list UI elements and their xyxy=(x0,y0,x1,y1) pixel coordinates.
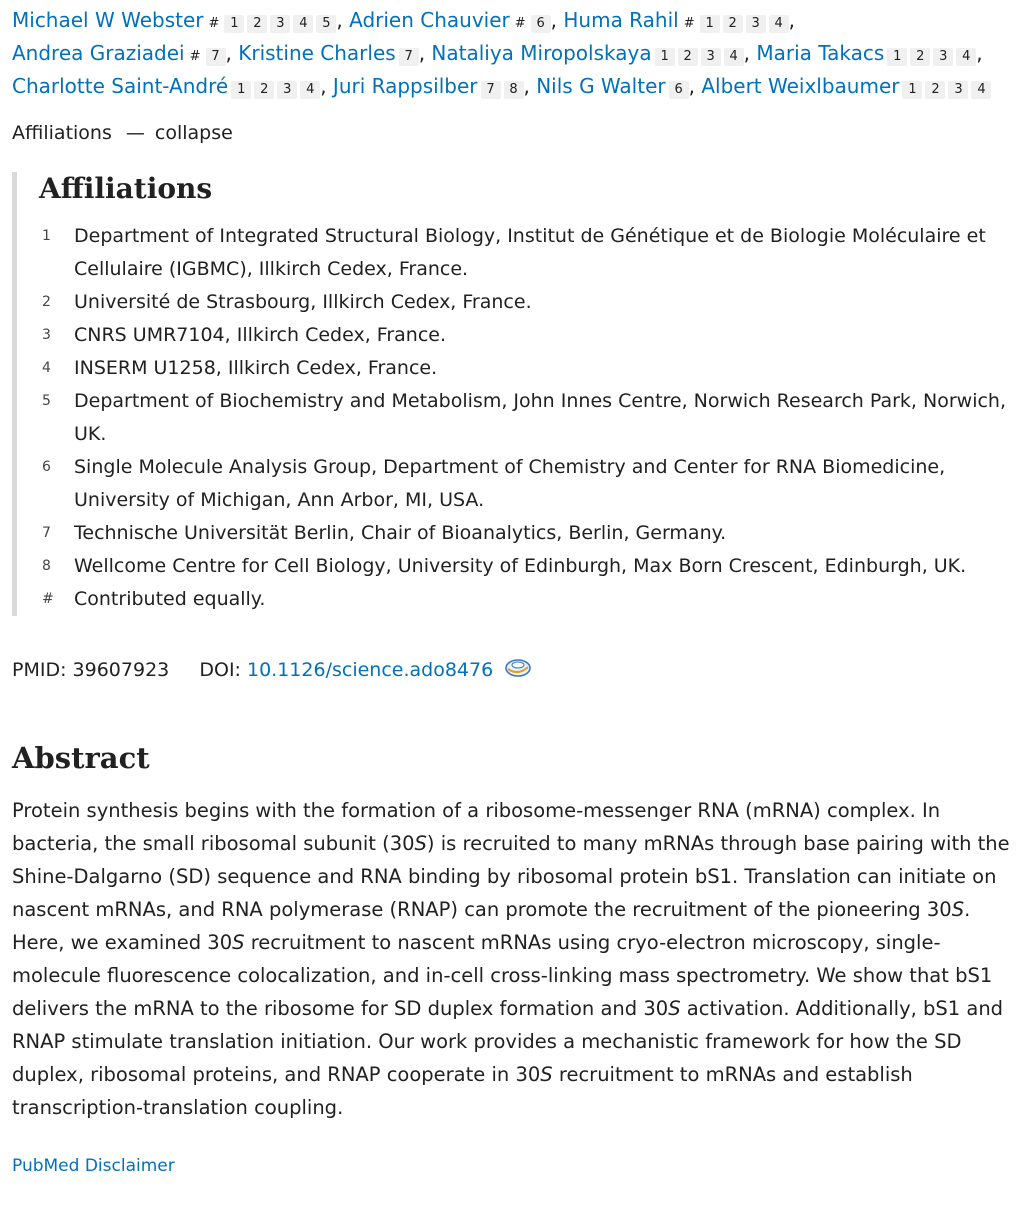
author-item xyxy=(756,41,976,65)
doi-link[interactable]: 10.1126/science.ado8476 xyxy=(247,659,494,681)
affiliation-ref[interactable]: 2 xyxy=(678,48,698,66)
author-name-link[interactable]: Maria Takacs xyxy=(756,41,885,65)
affiliation-ref[interactable]: 6 xyxy=(531,15,551,33)
affiliation-item xyxy=(39,517,1012,550)
affiliation-key: 8 xyxy=(42,558,51,574)
affiliation-text: Department of Integrated Structural Biology, Institut de Génétique et de Biologie Moléculaire et Cellulaire (IGBMC), Illkirch Cedex, France. xyxy=(74,225,986,280)
affiliation-ref[interactable]: 3 xyxy=(933,48,953,66)
identifiers xyxy=(12,656,1012,688)
affiliation-ref[interactable]: 1 xyxy=(224,15,244,33)
affiliation-text: Wellcome Centre for Cell Biology, University of Edinburgh, Max Born Crescent, Edinburgh, UK. xyxy=(74,555,967,577)
affiliation-ref[interactable]: 8 xyxy=(504,81,524,99)
author-separator: , xyxy=(336,8,350,32)
author-line xyxy=(12,70,1012,103)
author-name-link[interactable]: Kristine Charles xyxy=(238,41,396,65)
author-separator: , xyxy=(320,74,333,98)
affiliation-ref[interactable]: 4 xyxy=(300,81,320,99)
affiliation-ref[interactable]: 1 xyxy=(231,81,251,99)
full-text-link-icon[interactable] xyxy=(503,656,533,688)
doi-label: DOI: xyxy=(199,659,241,681)
affiliation-text: Université de Strasbourg, Illkirch Cedex, France. xyxy=(74,291,532,313)
author-item xyxy=(536,74,688,98)
affiliation-text: CNRS UMR7104, Illkirch Cedex, France. xyxy=(74,324,446,346)
affiliation-key: 6 xyxy=(42,459,51,475)
affiliations-toggle-label: Affiliations xyxy=(12,122,112,144)
affiliation-key: 4 xyxy=(42,360,51,376)
author-name-link[interactable]: Adrien Chauvier xyxy=(349,8,510,32)
affiliation-ref[interactable]: 2 xyxy=(723,15,743,33)
affiliation-key: 3 xyxy=(42,327,51,343)
affiliation-ref[interactable]: 3 xyxy=(270,15,290,33)
author-item xyxy=(238,41,418,65)
author-item xyxy=(333,74,524,98)
affiliation-ref[interactable]: 2 xyxy=(925,81,945,99)
affiliation-ref[interactable]: 4 xyxy=(769,15,789,33)
author-name-link[interactable]: Andrea Graziadei xyxy=(12,41,185,65)
affiliation-key: 1 xyxy=(42,228,51,244)
affiliation-ref[interactable]: 1 xyxy=(700,15,720,33)
affiliation-ref[interactable]: 4 xyxy=(956,48,976,66)
affiliation-ref[interactable]: 4 xyxy=(971,81,991,99)
toggle-dash: — xyxy=(125,122,145,144)
author-item xyxy=(12,74,320,98)
equal-contribution-mark[interactable]: # xyxy=(514,16,526,31)
author-separator: , xyxy=(743,41,757,65)
affiliations-toggle xyxy=(12,120,1012,146)
author-item xyxy=(12,8,336,32)
affiliation-ref[interactable]: 3 xyxy=(948,81,968,99)
author-name-link[interactable]: Charlotte Saint-André xyxy=(12,74,229,98)
author-name-link[interactable]: Nataliya Miropolskaya xyxy=(431,41,652,65)
affiliation-ref[interactable]: 5 xyxy=(316,15,336,33)
affiliation-text: Single Molecule Analysis Group, Department of Chemistry and Center for RNA Biomedicine, University of Michigan, Ann Arbor, MI, USA. xyxy=(74,456,946,511)
abstract-text: Protein synthesis begins with the formation of a ribosome-messenger RNA (mRNA) complex. In bacteria, the small ribosomal subunit (30S) is recruited to many mRNAs through base pairing with the Shine-Dalgarno (SD) sequence and RNA binding by ribosomal protein bS1. Translation can initiate on nascent mRNAs, and RNA polymerase (RNAP) can promote the recruitment of the pioneering 30S. Here, we examined 30S recruitment to nascent mRNAs using cryo-electron microscopy, single-molecule fluorescence colocalization, and in-cell cross-linking mass spectrometry. We show that bS1 delivers the mRNA to the ribosome for SD duplex formation and 30S activation. Additionally, bS1 and RNAP stimulate translation initiation. Our work provides a mechanistic framework for how the SD duplex, ribosomal proteins, and RNAP cooperate in 30S recruitment to mRNAs and establish transcription-translation coupling. xyxy=(12,799,1010,1119)
affiliation-text: INSERM U1258, Illkirch Cedex, France. xyxy=(74,357,438,379)
author-separator: , xyxy=(523,74,537,98)
affiliation-ref[interactable]: 7 xyxy=(481,81,501,99)
pmid-value: 39607923 xyxy=(72,659,170,681)
affiliation-item xyxy=(39,220,1012,286)
affiliation-ref[interactable]: 1 xyxy=(655,48,675,66)
collapse-button[interactable]: collapse xyxy=(154,122,233,144)
affiliation-text: Technische Universität Berlin, Chair of Bioanalytics, Berlin, Germany. xyxy=(74,522,727,544)
author-item xyxy=(431,41,743,65)
author-separator: , xyxy=(550,8,564,32)
affiliation-item xyxy=(39,451,1012,517)
affiliation-key: 7 xyxy=(42,525,51,541)
affiliation-ref[interactable]: 3 xyxy=(277,81,297,99)
affiliation-ref[interactable]: 1 xyxy=(902,81,922,99)
affiliation-ref[interactable]: 2 xyxy=(910,48,930,66)
affiliation-item xyxy=(39,319,1012,352)
affiliation-key: # xyxy=(42,591,54,607)
equal-contribution-mark[interactable]: # xyxy=(189,49,201,64)
affiliation-item xyxy=(39,583,1012,616)
pubmed-disclaimer-link[interactable]: PubMed Disclaimer xyxy=(12,1156,175,1176)
author-item xyxy=(12,41,226,65)
affiliation-key: 2 xyxy=(42,294,51,310)
affiliation-ref[interactable]: 3 xyxy=(701,48,721,66)
affiliation-ref[interactable]: 2 xyxy=(254,81,274,99)
affiliations-panel xyxy=(12,172,1012,616)
affiliation-ref[interactable]: 1 xyxy=(887,48,907,66)
author-item xyxy=(701,74,991,98)
author-name-link[interactable]: Michael W Webster xyxy=(12,8,204,32)
author-name-link[interactable]: Huma Rahil xyxy=(563,8,679,32)
affiliations-title: Affiliations xyxy=(39,172,213,205)
affiliation-item xyxy=(39,550,1012,583)
author-separator: , xyxy=(225,41,239,65)
affiliation-ref[interactable]: 6 xyxy=(669,81,689,99)
author-name-link[interactable]: Nils G Walter xyxy=(536,74,666,98)
affiliation-key: 5 xyxy=(42,393,51,409)
abstract-title: Abstract xyxy=(12,741,150,775)
affiliation-item xyxy=(39,286,1012,319)
affiliation-ref[interactable]: 4 xyxy=(724,48,744,66)
affiliation-text: Contributed equally. xyxy=(74,588,266,610)
affiliation-text: Department of Biochemistry and Metabolism, John Innes Centre, Norwich Research Park, Norwich, UK. xyxy=(74,390,1007,445)
author-item xyxy=(563,8,788,32)
affiliation-ref[interactable]: 4 xyxy=(293,15,313,33)
author-separator: , xyxy=(418,41,432,65)
pmid-label: PMID: xyxy=(12,659,67,681)
affiliations-list xyxy=(39,220,1012,616)
author-name-link[interactable]: Albert Weixlbaumer xyxy=(701,74,900,98)
affiliation-ref[interactable]: 3 xyxy=(746,15,766,33)
author-name-link[interactable]: Juri Rappsilber xyxy=(332,74,478,98)
author-line xyxy=(12,37,1012,70)
affiliation-ref[interactable]: 7 xyxy=(206,48,226,66)
author-list xyxy=(12,0,1012,103)
affiliation-ref[interactable]: 2 xyxy=(247,15,267,33)
affiliation-item xyxy=(39,352,1012,385)
author-item xyxy=(349,8,551,32)
author-separator: , xyxy=(688,74,702,98)
equal-contribution-mark[interactable]: # xyxy=(683,16,695,31)
equal-contribution-mark[interactable]: # xyxy=(208,16,220,31)
affiliation-ref[interactable]: 7 xyxy=(399,48,419,66)
affiliation-item xyxy=(39,385,1012,451)
author-line xyxy=(12,4,1012,37)
author-separator: , xyxy=(788,8,795,32)
author-separator: , xyxy=(976,41,983,65)
